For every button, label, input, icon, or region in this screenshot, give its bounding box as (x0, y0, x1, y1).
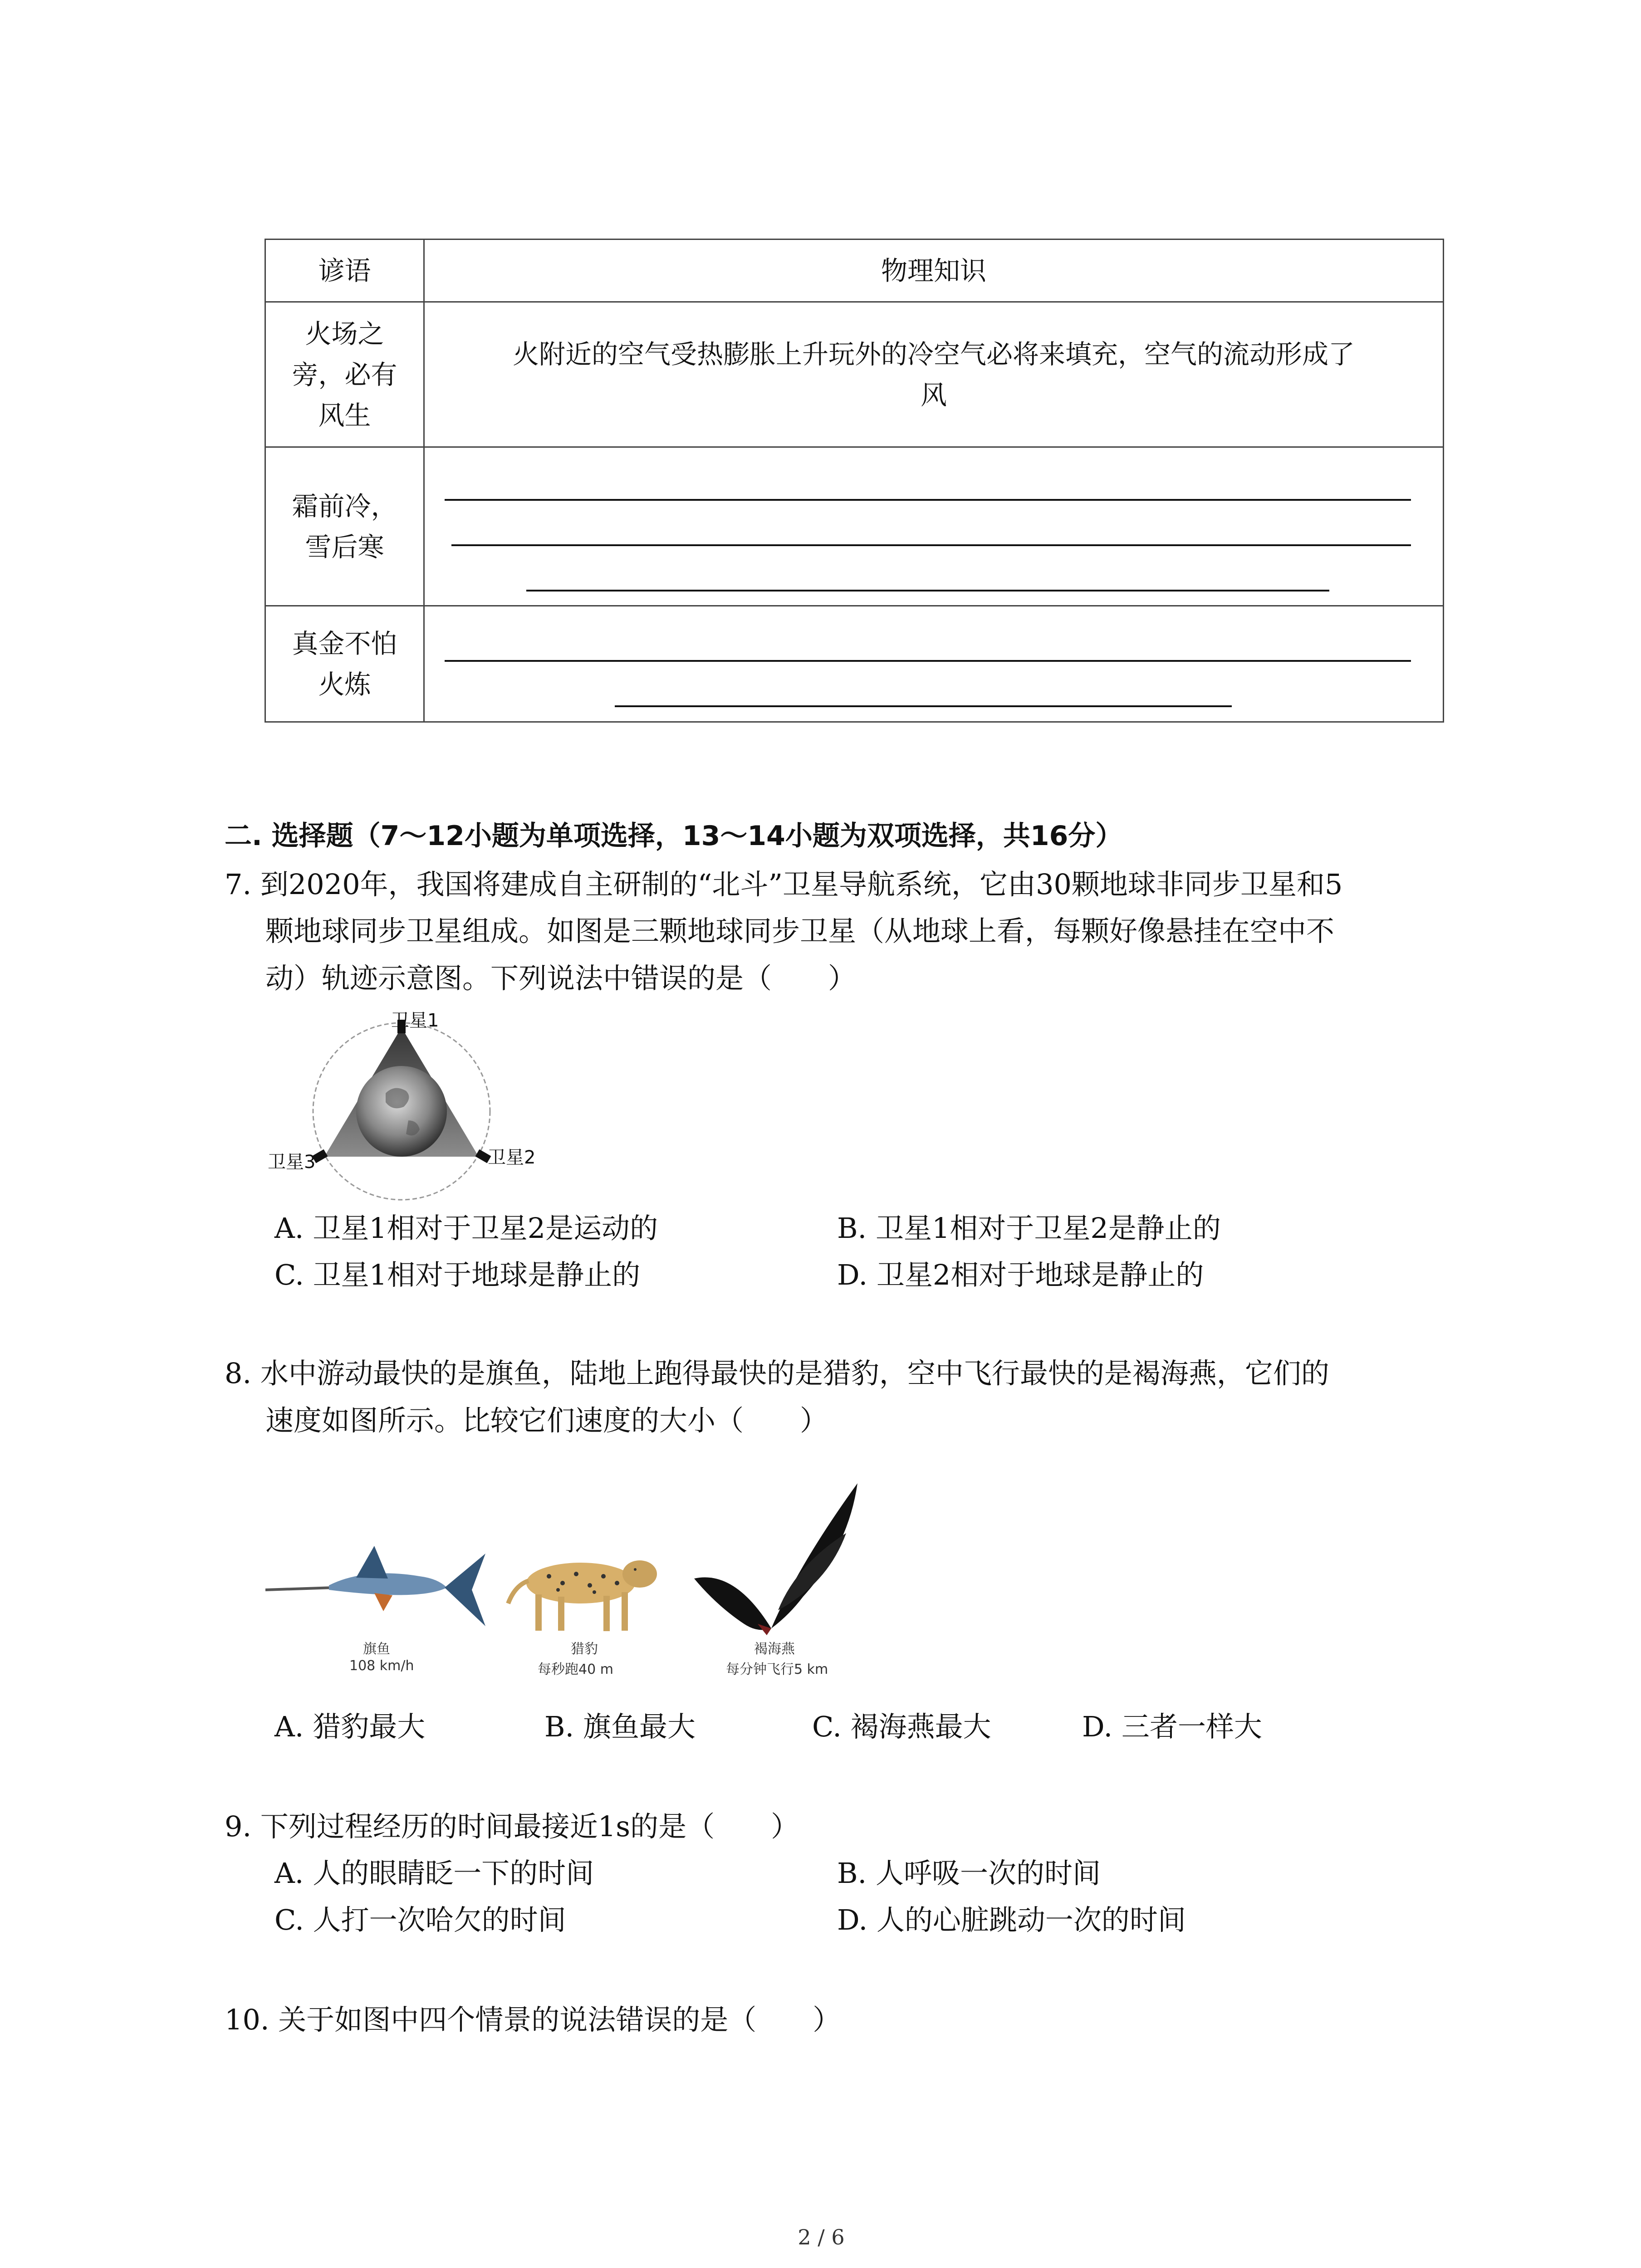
cheetah-speed: 每秒跑40 m (538, 1662, 613, 1677)
question-7-line: 7. 到2020年，我国将建成自主研制的“北斗”卫星导航系统，它由30颗地球非同步卫星和5 (225, 868, 1343, 901)
swift-bird-speed: 每分钟飞行5 km (726, 1662, 828, 1677)
proverb-cell: 火场之 旁，必有 风生 (265, 302, 424, 447)
header-proverb: 谚语 (265, 240, 424, 302)
question-9-option-b[interactable]: B. 人呼吸一次的时间 (837, 1857, 1101, 1890)
table-row (265, 447, 1444, 606)
table-row (265, 302, 1444, 447)
answer-line (445, 499, 1411, 501)
swordfish-image (265, 1542, 492, 1633)
table-header-row (265, 240, 1444, 302)
knowledge-cell: 火附近的空气受热膨胀上升玩外的冷空气必将来填充，空气的流动形成了 风 (424, 302, 1444, 447)
answer-line (451, 544, 1411, 546)
question-7-option-c[interactable]: C. 卫星1相对于地球是静止的 (274, 1258, 641, 1291)
cheetah-name: 猎豹 (571, 1641, 598, 1657)
question-9-line: 9. 下列过程经历的时间最接近1s的是（ ） (225, 1810, 799, 1843)
table-row (265, 606, 1444, 722)
question-9-option-d[interactable]: D. 人的心脏跳动一次的时间 (837, 1903, 1186, 1936)
question-8-line: 8. 水中游动最快的是旗鱼，陆地上跑得最快的是猎豹，空中飞行最快的是褐海燕，它们的 (225, 1357, 1329, 1390)
question-7-line: 动）轨迹示意图。下列说法中错误的是（ ） (265, 962, 857, 995)
question-9-option-a[interactable]: A. 人的眼睛眨一下的时间 (274, 1857, 594, 1890)
question-8-option-b[interactable]: B. 旗鱼最大 (544, 1710, 696, 1743)
question-7-option-b[interactable]: B. 卫星1相对于卫星2是静止的 (837, 1212, 1221, 1245)
cheetah-image (504, 1542, 667, 1633)
question-10-line: 10. 关于如图中四个情景的说法错误的是（ ） (225, 2003, 841, 2036)
answer-line (615, 705, 1232, 707)
swift-bird-name: 褐海燕 (754, 1641, 795, 1657)
swordfish-speed: 108 km/h (349, 1658, 414, 1674)
header-knowledge: 物理知识 (424, 240, 1444, 302)
answer-line (445, 660, 1411, 662)
page-number: 2 / 6 (798, 2225, 845, 2249)
satellite-2-label: 卫星2 (488, 1147, 536, 1168)
satellite-orbit-figure (263, 1007, 554, 1207)
answer-blank-cell[interactable] (424, 447, 1444, 606)
answer-line (526, 590, 1329, 591)
proverb-cell: 真金不怕 火炼 (265, 606, 424, 722)
proverb-cell: 霜前冷， 雪后寒 (265, 447, 424, 606)
satellite-3-label: 卫星3 (268, 1152, 316, 1173)
question-7-line: 颗地球同步卫星组成。如图是三颗地球同步卫星（从地球上看，每颗好像悬挂在空中不 (265, 914, 1335, 948)
question-8-option-a[interactable]: A. 猎豹最大 (274, 1710, 426, 1743)
question-7-option-d[interactable]: D. 卫星2相对于地球是静止的 (837, 1258, 1204, 1291)
proverb-table (265, 239, 1444, 723)
question-8-option-d[interactable]: D. 三者一样大 (1082, 1710, 1262, 1743)
earth-icon (356, 1066, 447, 1157)
question-9-option-c[interactable]: C. 人打一次哈欠的时间 (274, 1903, 566, 1936)
question-8-option-c[interactable]: C. 褐海燕最大 (812, 1710, 991, 1743)
swordfish-name: 旗鱼 (363, 1641, 390, 1657)
answer-blank-cell[interactable] (424, 606, 1444, 722)
satellite-1-label: 卫星1 (391, 1010, 439, 1031)
question-7-option-a[interactable]: A. 卫星1相对于卫星2是运动的 (274, 1212, 658, 1245)
section-title: 二. 选择题（7～12小题为单项选择，13～14小题为双项选择，共16分） (225, 820, 1123, 852)
question-8-line: 速度如图所示。比较它们速度的大小（ ） (265, 1404, 828, 1437)
swift-bird-image (694, 1474, 871, 1637)
